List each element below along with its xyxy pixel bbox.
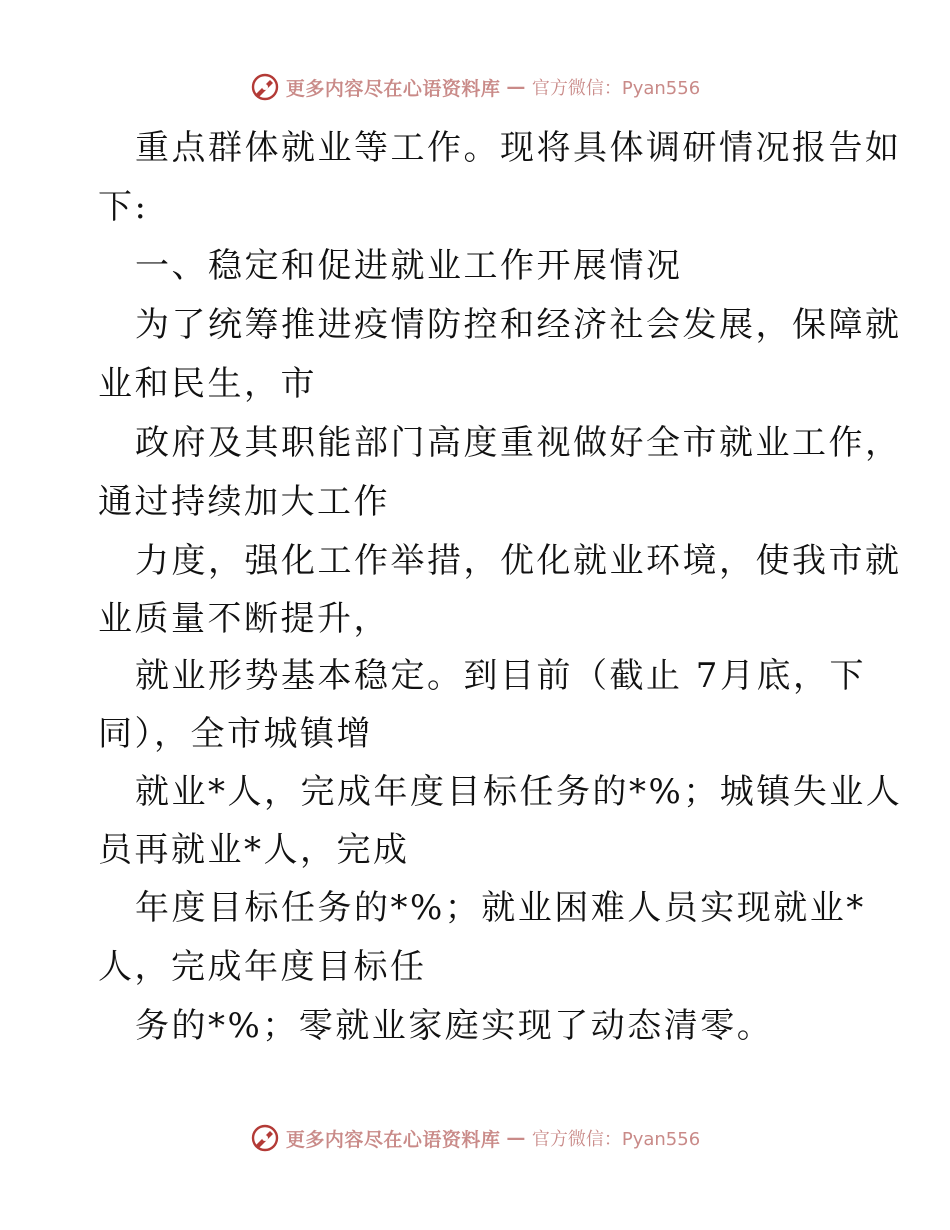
watermark-main-text: 更多内容尽在心语资料库: [285, 1128, 501, 1151]
watermark-separator: —: [506, 76, 526, 98]
body-line: 通过持续加大工作: [98, 482, 390, 522]
body-line: 重点群体就业等工作。现将具体调研情况报告如: [135, 128, 902, 168]
body-line: 政府及其职能部门高度重视做好全市就业工作，: [135, 423, 902, 463]
watermark-sub-text: 官方微信：Pyan556: [531, 78, 701, 99]
body-line: 年度目标任务的*%；就业困难人员实现就业*: [135, 888, 866, 928]
body-line: 务的*%；零就业家庭实现了动态清零。: [135, 1006, 774, 1046]
section-heading: 一、稳定和促进就业工作开展情况: [135, 246, 683, 286]
watermark-sub-text: 官方微信：Pyan556: [531, 1129, 701, 1150]
pen-circle-logo-icon: [250, 1123, 280, 1153]
body-line: 业和民生，市: [98, 364, 317, 404]
watermark-separator: —: [506, 1127, 526, 1149]
body-line: 业质量不断提升，: [98, 599, 390, 639]
body-line: 下:: [98, 187, 149, 227]
header-watermark: [0, 72, 950, 102]
body-line: 就业*人，完成年度目标任务的*%；城镇失业人: [135, 772, 903, 812]
body-line: 员再就业*人，完成: [98, 830, 410, 870]
footer-watermark: [0, 1123, 950, 1153]
watermark-main-text: 更多内容尽在心语资料库: [285, 77, 501, 100]
body-line: 同），全市城镇增: [98, 714, 373, 754]
body-line: 力度，强化工作举措，优化就业环境，使我市就: [135, 541, 902, 581]
body-line: 人，完成年度目标任: [98, 947, 427, 987]
body-line: 为了统筹推进疫情防控和经济社会发展，保障就: [135, 305, 902, 345]
body-line: 就业形势基本稳定。到目前（截止 7月底，下: [135, 656, 866, 696]
pen-circle-logo-icon: [250, 72, 280, 102]
